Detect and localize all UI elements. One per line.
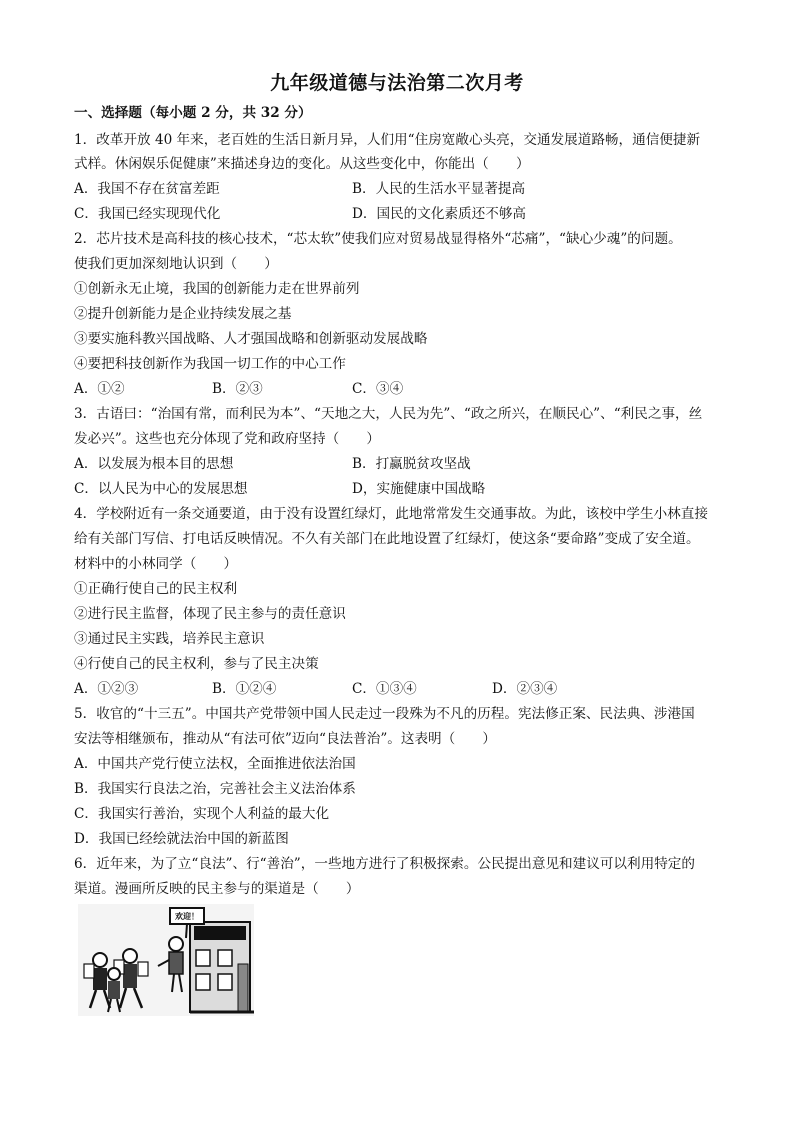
q2-statement-4: ④要把科技创新作为我国一切工作的中心工作 <box>74 356 346 372</box>
q5-option-a: A．中国共产党行使立法权，全面推进依法治国 <box>74 756 356 772</box>
q4-statement-4: ④行使自己的民主权利，参与了民主决策 <box>74 656 319 672</box>
q2-option-a: A．①② <box>74 381 125 397</box>
q3-option-a: A．以发展为根本目的思想 <box>74 456 234 472</box>
q1-option-a: A．我国不存在贫富差距 <box>74 181 220 197</box>
q3-stem-line1: 3．古语曰：“治国有常，而利民为本”、“天地之大，人民为先”、“政之所兴，在顺民心”、“利民之事，丝 <box>74 406 703 422</box>
q3-option-c: C．以人民为中心的发展思想 <box>74 481 248 497</box>
q4-option-a: A．①②③ <box>74 681 139 697</box>
building-icon <box>190 922 254 1012</box>
q1-stem-line2: 式样。休闲娱乐促健康”来描述身边的变化。从这些变化中，你能出（ ） <box>74 156 530 172</box>
q4-statement-3: ③通过民主实践，培养民主意识 <box>74 631 265 647</box>
q1-option-d: D．国民的文化素质还不够高 <box>352 206 527 222</box>
q5-stem-line2: 安法等相继颁布，推动从“有法可依”迈向“良法普治”。这表明（ ） <box>74 731 497 747</box>
q4-option-d: D．②③④ <box>492 681 558 697</box>
q5-option-d: D．我国已经绘就法治中国的新蓝图 <box>74 831 289 847</box>
q2-statement-1: ①创新永无止境，我国的创新能力走在世界前列 <box>74 281 360 297</box>
q6-stem-line2: 渠道。漫画所反映的民主参与的渠道是（ ） <box>74 881 360 897</box>
q2-statement-3: ③要实施科教兴国战略、人才强国战略和创新驱动发展战略 <box>74 331 428 347</box>
q4-option-c: C．①③④ <box>352 681 417 697</box>
q2-statement-2: ②提升创新能力是企业持续发展之基 <box>74 306 292 322</box>
q2-stem-line1: 2．芯片技术是高科技的核心技术，“芯太软”使我们应对贸易战显得格外“芯痛”，“缺心少魂”的问题。 <box>74 231 682 247</box>
q2-option-c: C．③④ <box>352 381 404 397</box>
welcome-sign-text: 欢迎！ <box>175 912 199 921</box>
cartoon-illustration <box>78 904 254 1016</box>
q4-option-b: B．①②④ <box>212 681 277 697</box>
q3-option-b: B．打赢脱贫攻坚战 <box>352 456 471 472</box>
q3-option-d: D，实施健康中国战略 <box>352 481 486 497</box>
q4-stem-line3: 材料中的小林同学（ ） <box>74 556 238 572</box>
section-heading: 一、选择题（每小题 2 分，共 32 分） <box>74 105 312 121</box>
q6-stem-line1: 6．近年来，为了立“良法”、行“善治”，一些地方进行了积极探索。公民提出意见和建议可以利用特定的 <box>74 856 695 872</box>
q5-option-b: B．我国实行良法之治，完善社会主义法治体系 <box>74 781 356 797</box>
q4-stem-line1: 4．学校附近有一条交通要道，由于没有设置红绿灯，此地常常发生交通事故。为此，该校中学生小林直接 <box>74 506 708 522</box>
q4-stem-line2: 给有关部门写信、打电话反映情况。不久有关部门在此地设置了红绿灯，使这条“要命路”变成了安全道。 <box>74 531 700 547</box>
q4-statement-1: ①正确行使自己的民主权利 <box>74 581 238 597</box>
q1-option-c: C．我国已经实现现代化 <box>74 206 221 222</box>
page-title: 九年级道德与法治第二次月考 <box>270 72 524 94</box>
q1-stem-line1: 1．改革开放 40 年来，老百姓的生活日新月异，人们用“住房宽敞心头亮，交通发展道路畅，通信便捷新 <box>74 132 701 148</box>
q3-stem-line2: 发必兴”。这些也充分体现了党和政府坚持（ ） <box>74 431 381 447</box>
q2-option-b: B．②③ <box>212 381 263 397</box>
q2-stem-line2: 使我们更加深刻地认识到（ ） <box>74 256 278 272</box>
q1-option-b: B．人民的生活水平显著提高 <box>352 181 526 197</box>
q5-stem-line1: 5．收官的“十三五”。中国共产党带领中国人民走过一段殊为不凡的历程。宪法修正案、民法典、涉港国 <box>74 706 695 722</box>
q4-statement-2: ②进行民主监督，体现了民主参与的责任意识 <box>74 606 346 622</box>
q5-option-c: C．我国实行善治，实现个人利益的最大化 <box>74 806 330 822</box>
